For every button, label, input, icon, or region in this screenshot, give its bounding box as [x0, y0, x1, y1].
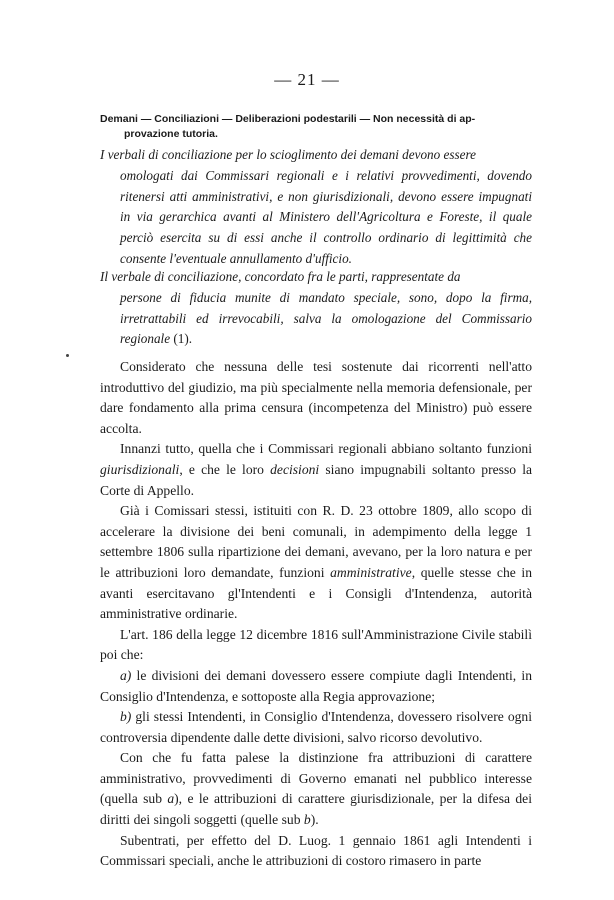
margin-dot	[66, 354, 69, 357]
list-item-a-marker: a)	[120, 667, 132, 683]
paragraph-8: Subentrati, per effetto del D. Luog. 1 gennaio 1861 agli Intendenti i Commissari speciali, anche le attribuzioni di costoro rimasero in parte	[100, 832, 532, 869]
paragraph-3-part-c: , quelle stesse che in avanti esercitavano gl'Intendenti e i Consigli d'Intendenza, autorità amministrative ordinarie.	[100, 564, 532, 622]
paragraph-7-italic-b: b	[303, 812, 311, 828]
paragraph-4: L'art. 186 della legge 12 dicembre 1816 sull'Amministrazione Civile stabilì poi che:	[100, 626, 532, 663]
paragraph-2-italic-giurisdizionali: giurisdizionali	[100, 461, 180, 477]
body-text	[100, 357, 532, 872]
paragraph-7-part-c: ), e le attribuzioni di carattere giurisdizionale, per la difesa dei diritti dei singoli soggetti (quelle sub	[100, 791, 532, 828]
list-item-a-text: le divisioni dei demani dovessero essere compiute dagli Intendenti, in Consiglio d'Intendenza, e sottoposte alla Regia approvazione;	[100, 667, 532, 704]
paragraph-1: Considerato che nessuna delle tesi sostenute dai ricorrenti nell'atto introduttivo del giudizio, ma più specialmente nella memoria defensionale, per dare fondamento alla prima censura (incompetenza del Ministro) può essere accolta.	[100, 359, 532, 436]
heading-line-1: Demani — Conciliazioni — Deliberazioni podestarili — Non necessità di ap-	[100, 113, 476, 125]
paragraph-2-part-c: , e che le loro	[179, 461, 271, 477]
paragraph-3	[100, 501, 532, 625]
paragraph-7-part-a: Con che fu fatta palese la distinzione fra attribuzioni di carattere amministrativo, provvedimenti di Governo emanati nel pubblico interesse (quella sub	[100, 750, 532, 807]
paragraph-2-part-a: Innanzi tutto, quella che i Commissari regionali abbiano soltanto funzioni	[120, 441, 532, 457]
paragraph-2	[100, 439, 532, 501]
paragraph-2-part-e: siano impugnabili soltanto presso la Corte di Appello.	[100, 461, 532, 498]
maxim-1-continuation: omologati dai Commissari regionali e i relativi provvedimenti, dovendo ritenersi atti amministrativi, e non giurisdizionali, devono essere impugnati in via gerarchica avanti al Ministero dell'Agricoltura e Foreste, il quale perciò esercita su di essi anche il controllo ordinario di legittimità che consente l'eventuale annullamento d'ufficio.	[120, 167, 532, 266]
heading-line-2: provazione tutoria.	[124, 128, 218, 140]
page-number: — 21 —	[274, 70, 340, 89]
maxim-1-first-line: I verbali di conciliazione per lo scioglimento dei demani devono essere	[100, 147, 476, 162]
maxim-1	[100, 145, 532, 270]
maxim-2-text: persone di fiducia munite di mandato speciale, sono, dopo la firma, irretrattabili ed irrevocabili, salva la omologazione del Commissario regionale	[120, 289, 532, 347]
maxim-2-continuation	[100, 288, 532, 350]
footnote-reference: (1).	[170, 331, 193, 347]
paragraph-2-italic-decisioni: decisioni	[270, 461, 320, 477]
maxim-2-first-line: Il verbale di conciliazione, concordato fra le parti, rappresentate da	[100, 269, 461, 284]
paragraph-3-italic-amministrative: amministrative	[330, 564, 412, 580]
list-item-b-text: gli stessi Intendenti, in Consiglio d'Intendenza, dovessero risolvere ogni controversia dipendente dalle dette divisioni, salvo ricorso devolutivo.	[100, 709, 532, 745]
paragraph-3-part-a: Già i Comissari stessi, istituiti con R. D. 23 ottobre 1809, allo scopo di accelerare la divisione dei beni comunali, in adempimento della legge 1 settembre 1806 sulla ripartizione dei demani, avevano, per la loro natura e per le attribuzioni loro demandate, funzioni	[100, 503, 532, 580]
list-item-b-marker: b)	[120, 709, 132, 725]
section-heading	[100, 112, 530, 142]
list-item-a	[100, 666, 532, 707]
paragraph-7-part-e: ).	[310, 812, 319, 828]
maxim-2	[100, 267, 532, 350]
list-item-b	[100, 707, 532, 748]
paragraph-7-italic-a: a	[167, 791, 175, 807]
paragraph-7	[100, 748, 532, 830]
